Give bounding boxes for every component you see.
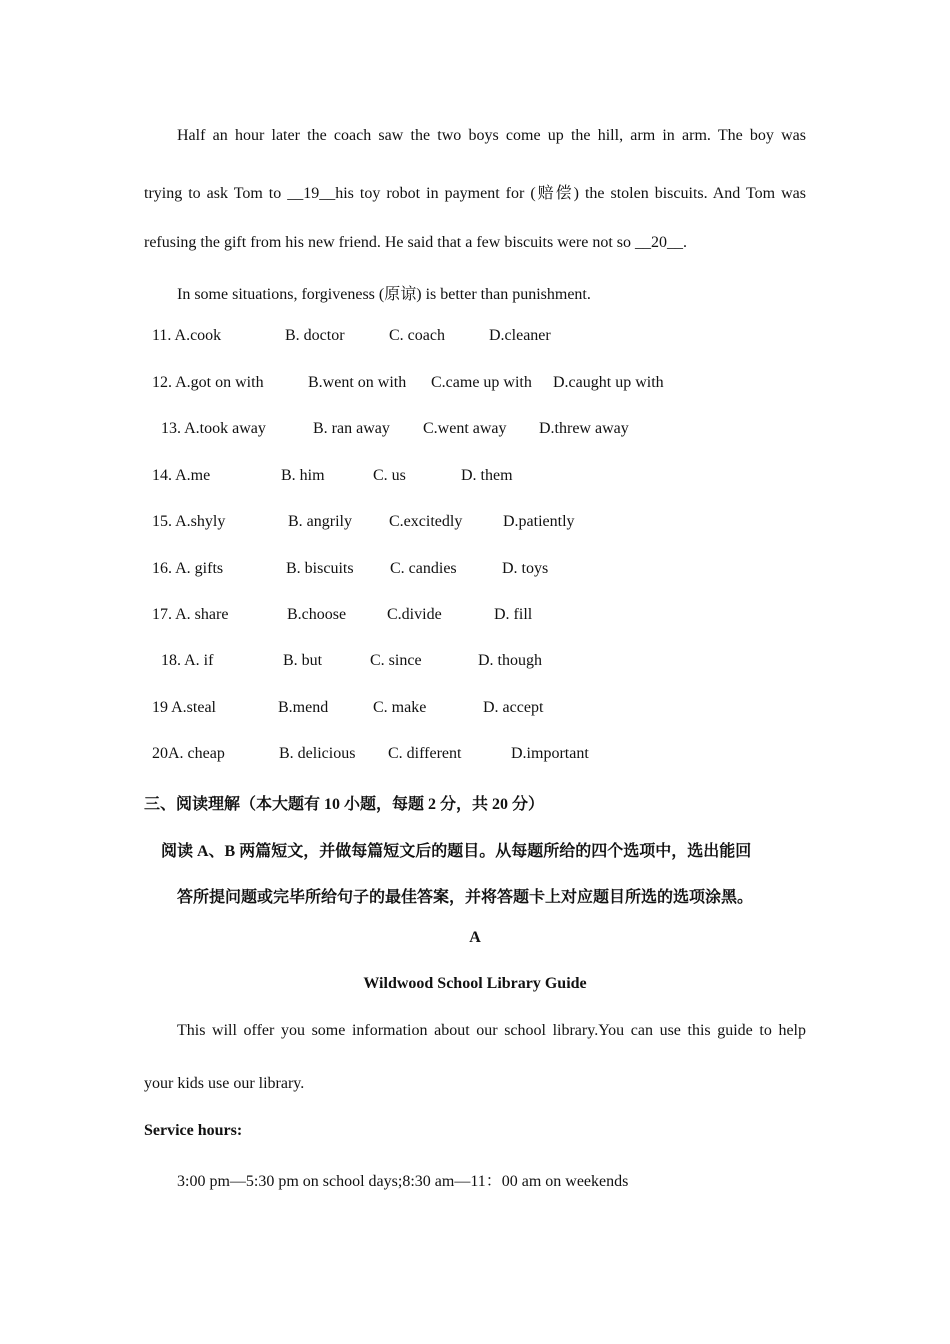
option-c: C. coach <box>389 327 445 344</box>
option-a: 15. A.shyly <box>152 513 226 530</box>
option-b: B.went on with <box>308 374 407 391</box>
option-b: B. biscuits <box>286 560 354 577</box>
option-b: B.choose <box>287 606 347 623</box>
intro-line-2: your kids use our library. <box>144 1075 305 1092</box>
option-a: 18. A. if <box>161 652 214 669</box>
option-c: C. candies <box>390 560 457 577</box>
option-b: B. him <box>281 467 325 484</box>
option-d: D. them <box>461 467 513 484</box>
passage-line-2: trying to ask Tom to __19__his toy robot in payment for (赔偿) the stolen biscuits. And Tom was <box>144 185 806 202</box>
option-c: C. since <box>370 652 422 669</box>
option-c: C.excitedly <box>389 513 463 530</box>
option-b: B. ran away <box>313 420 390 437</box>
option-a: 12. A.got on with <box>152 374 264 391</box>
option-b: B.mend <box>278 699 329 716</box>
passage-line-3: refusing the gift from his new friend. He said that a few biscuits were not so __20__. <box>144 234 687 251</box>
option-d: D. accept <box>483 699 544 716</box>
option-b: B. but <box>283 652 323 669</box>
service-hours-label: Service hours: <box>144 1122 243 1139</box>
instruction-line-2: 答所提问题或完毕所给句子的最佳答案，并将答题卡上对应题目所选的选项涂黑。 <box>177 889 754 906</box>
option-a: 13. A.took away <box>161 420 266 437</box>
option-c: C. us <box>373 467 406 484</box>
passage-title: Wildwood School Library Guide <box>363 975 587 992</box>
instruction-line-1: 阅读 A、B 两篇短文，并做每篇短文后的题目。从每题所给的四个选项中，选出能回 <box>161 843 752 860</box>
section-heading: 三、阅读理解（本大题有 10 小题，每题 2 分，共 20 分） <box>144 796 545 813</box>
option-d: D. fill <box>494 606 533 623</box>
option-d: D.threw away <box>539 420 629 437</box>
option-c: C. different <box>388 745 462 762</box>
option-a: 17. A. share <box>152 606 229 623</box>
service-hours-text: 3:00 pm—5:30 pm on school days;8:30 am—11：00 am on weekends <box>177 1173 629 1190</box>
option-c: C. make <box>373 699 427 716</box>
option-c: C.came up with <box>431 374 532 391</box>
option-d: D. though <box>478 652 542 669</box>
passage-line-1: Half an hour later the coach saw the two boys come up the hill, arm in arm. The boy was <box>177 127 806 144</box>
passage-line-4: In some situations, forgiveness (原谅) is better than punishment. <box>177 286 591 303</box>
option-a: 20A. cheap <box>152 745 225 762</box>
option-b: B. delicious <box>279 745 356 762</box>
option-d: D. toys <box>502 560 549 577</box>
option-b: B. doctor <box>285 327 345 344</box>
option-a: 19 A.steal <box>152 699 216 716</box>
option-a: 11. A.cook <box>152 327 222 344</box>
option-d: D.cleaner <box>489 327 551 344</box>
option-a: 16. A. gifts <box>152 560 224 577</box>
option-c: C.divide <box>387 606 442 623</box>
option-d: D.patiently <box>503 513 575 530</box>
option-c: C.went away <box>423 420 507 437</box>
option-d: D.important <box>511 745 589 762</box>
intro-line-1: This will offer you some information about our school library.You can use this guide to help <box>177 1022 806 1039</box>
option-b: B. angrily <box>288 513 352 530</box>
option-a: 14. A.me <box>152 467 211 484</box>
passage-letter: A <box>469 929 481 946</box>
option-d: D.caught up with <box>553 374 664 391</box>
